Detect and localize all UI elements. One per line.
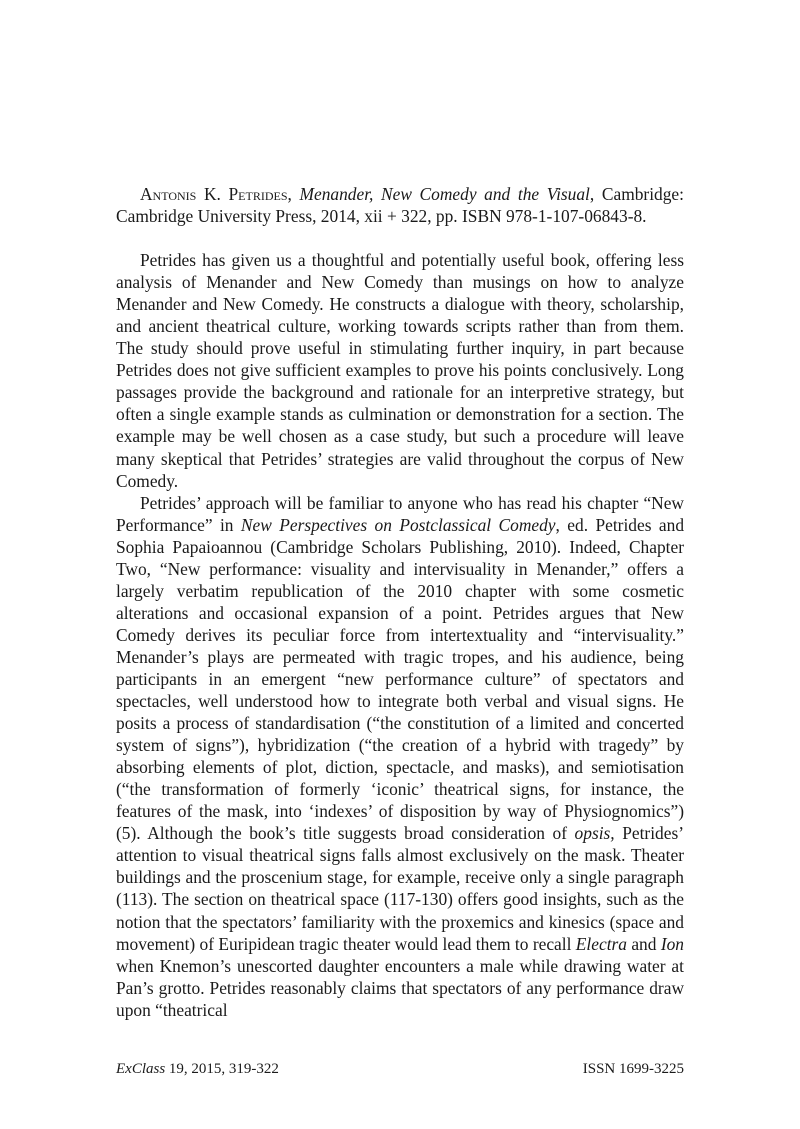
citation-publisher: , Cambridge: Cambridge University Press, 2014, xii + 322, pp. ISBN 978-1-107-06843-8. <box>116 184 684 227</box>
cited-book-title: New Perspectives on Postclassical Comedy <box>240 514 556 535</box>
paragraph-2-text: Petrides’ attention to visual theatrical signs falls almost exclusively on the mask. Theater buildings and the proscenium stage, for example, receive only a single paragraph (113). The section on theatrical space (117-130) offers good insights, such as the notion that the spectators’ familiarity with the proxemics and kinesics (space and movement) of Euripidean tragic theater would lead them to recall <box>116 823 685 954</box>
term-opsis: opsis, <box>574 823 615 844</box>
citation-author: Antonis K. Petrides <box>140 184 288 204</box>
footer-journal-ref <box>116 1060 279 1078</box>
play-title-electra: Electra <box>575 933 627 954</box>
paragraph-1: Petrides has given us a thoughtful and potentially useful book, offering less analysis of Menander and New Comedy than musings on how to analyze Menander and New Comedy. He constructs a dialogue with theory, scholarship, and ancient theatrical culture, working towards scripts rather than from them. The study should prove useful in stimulating further inquiry, in part because Petrides does not give sufficient examples to prove his points conclusively. Long passages provide the background and rationale for an interpretive strategy, but often a single example stands as culmination or demonstration for a section. The example may be well chosen as a case study, but such a procedure will leave many skeptical that Petrides’ strategies are valid throughout the corpus of New Comedy. <box>116 250 684 491</box>
paragraph-2-text: when Knemon’s unescorted daughter encounters a male while drawing water at Pan’s grotto. Petrides reasonably claims that spectators of any performance draw upon “theatrical <box>116 955 684 1020</box>
page-footer <box>116 1060 684 1078</box>
paragraph-2-text: , ed. Petrides and Sophia Papaioannou (Cambridge Scholars Publishing, 2010). Indeed, Chapter Two, “New performance: visuality and intervisuality in Menander,” offers a largely verbatim republication of the 2010 chapter with some cosmetic alterations and occasional expansion of a point. Petrides argues that New Comedy derives its peculiar force from intertextuality and “intervisuality.” Menander’s plays are permeated with tragic tropes, and his audience, being participants in an emergent “new performance culture” of spectators and spectacles, well understood how to integrate both verbal and visual signs. He posits a process of standardisation (“the constitution of a limited and concerted system of signs”), hybridization (“the creation of a hybrid with tragedy” by absorbing elements of plot, diction, spectacle, and masks), and semiotisation (“the transformation of formerly ‘iconic’ theatrical signs, for instance, the features of the mask, into ‘indexes’ of disposition by way of Physiognomics”) (5). Although the book’s title suggests broad consideration of <box>116 514 685 844</box>
journal-volume: 19, 2015, 319-322 <box>165 1061 279 1077</box>
footer-issn: ISSN 1699-3225 <box>582 1061 684 1077</box>
play-title-ion: Ion <box>660 933 684 954</box>
book-citation: Antonis K. Petrides, Menander, New Comedy and the Visual, Cambridge: Cambridge University Press, 2014, xii + 322, pp. ISBN 978-1-107-06843-8. <box>116 184 684 227</box>
review-body <box>116 183 684 1021</box>
paragraph-2 <box>116 492 684 1021</box>
paragraph-2-text: Petrides’ approach will be familiar to anyone who has read his chapter “New Performance” in <box>116 492 684 535</box>
journal-name: ExClass <box>116 1061 166 1077</box>
paragraph-2-text: and <box>626 933 661 954</box>
citation-title: Menander, New Comedy and the Visual <box>299 184 590 204</box>
